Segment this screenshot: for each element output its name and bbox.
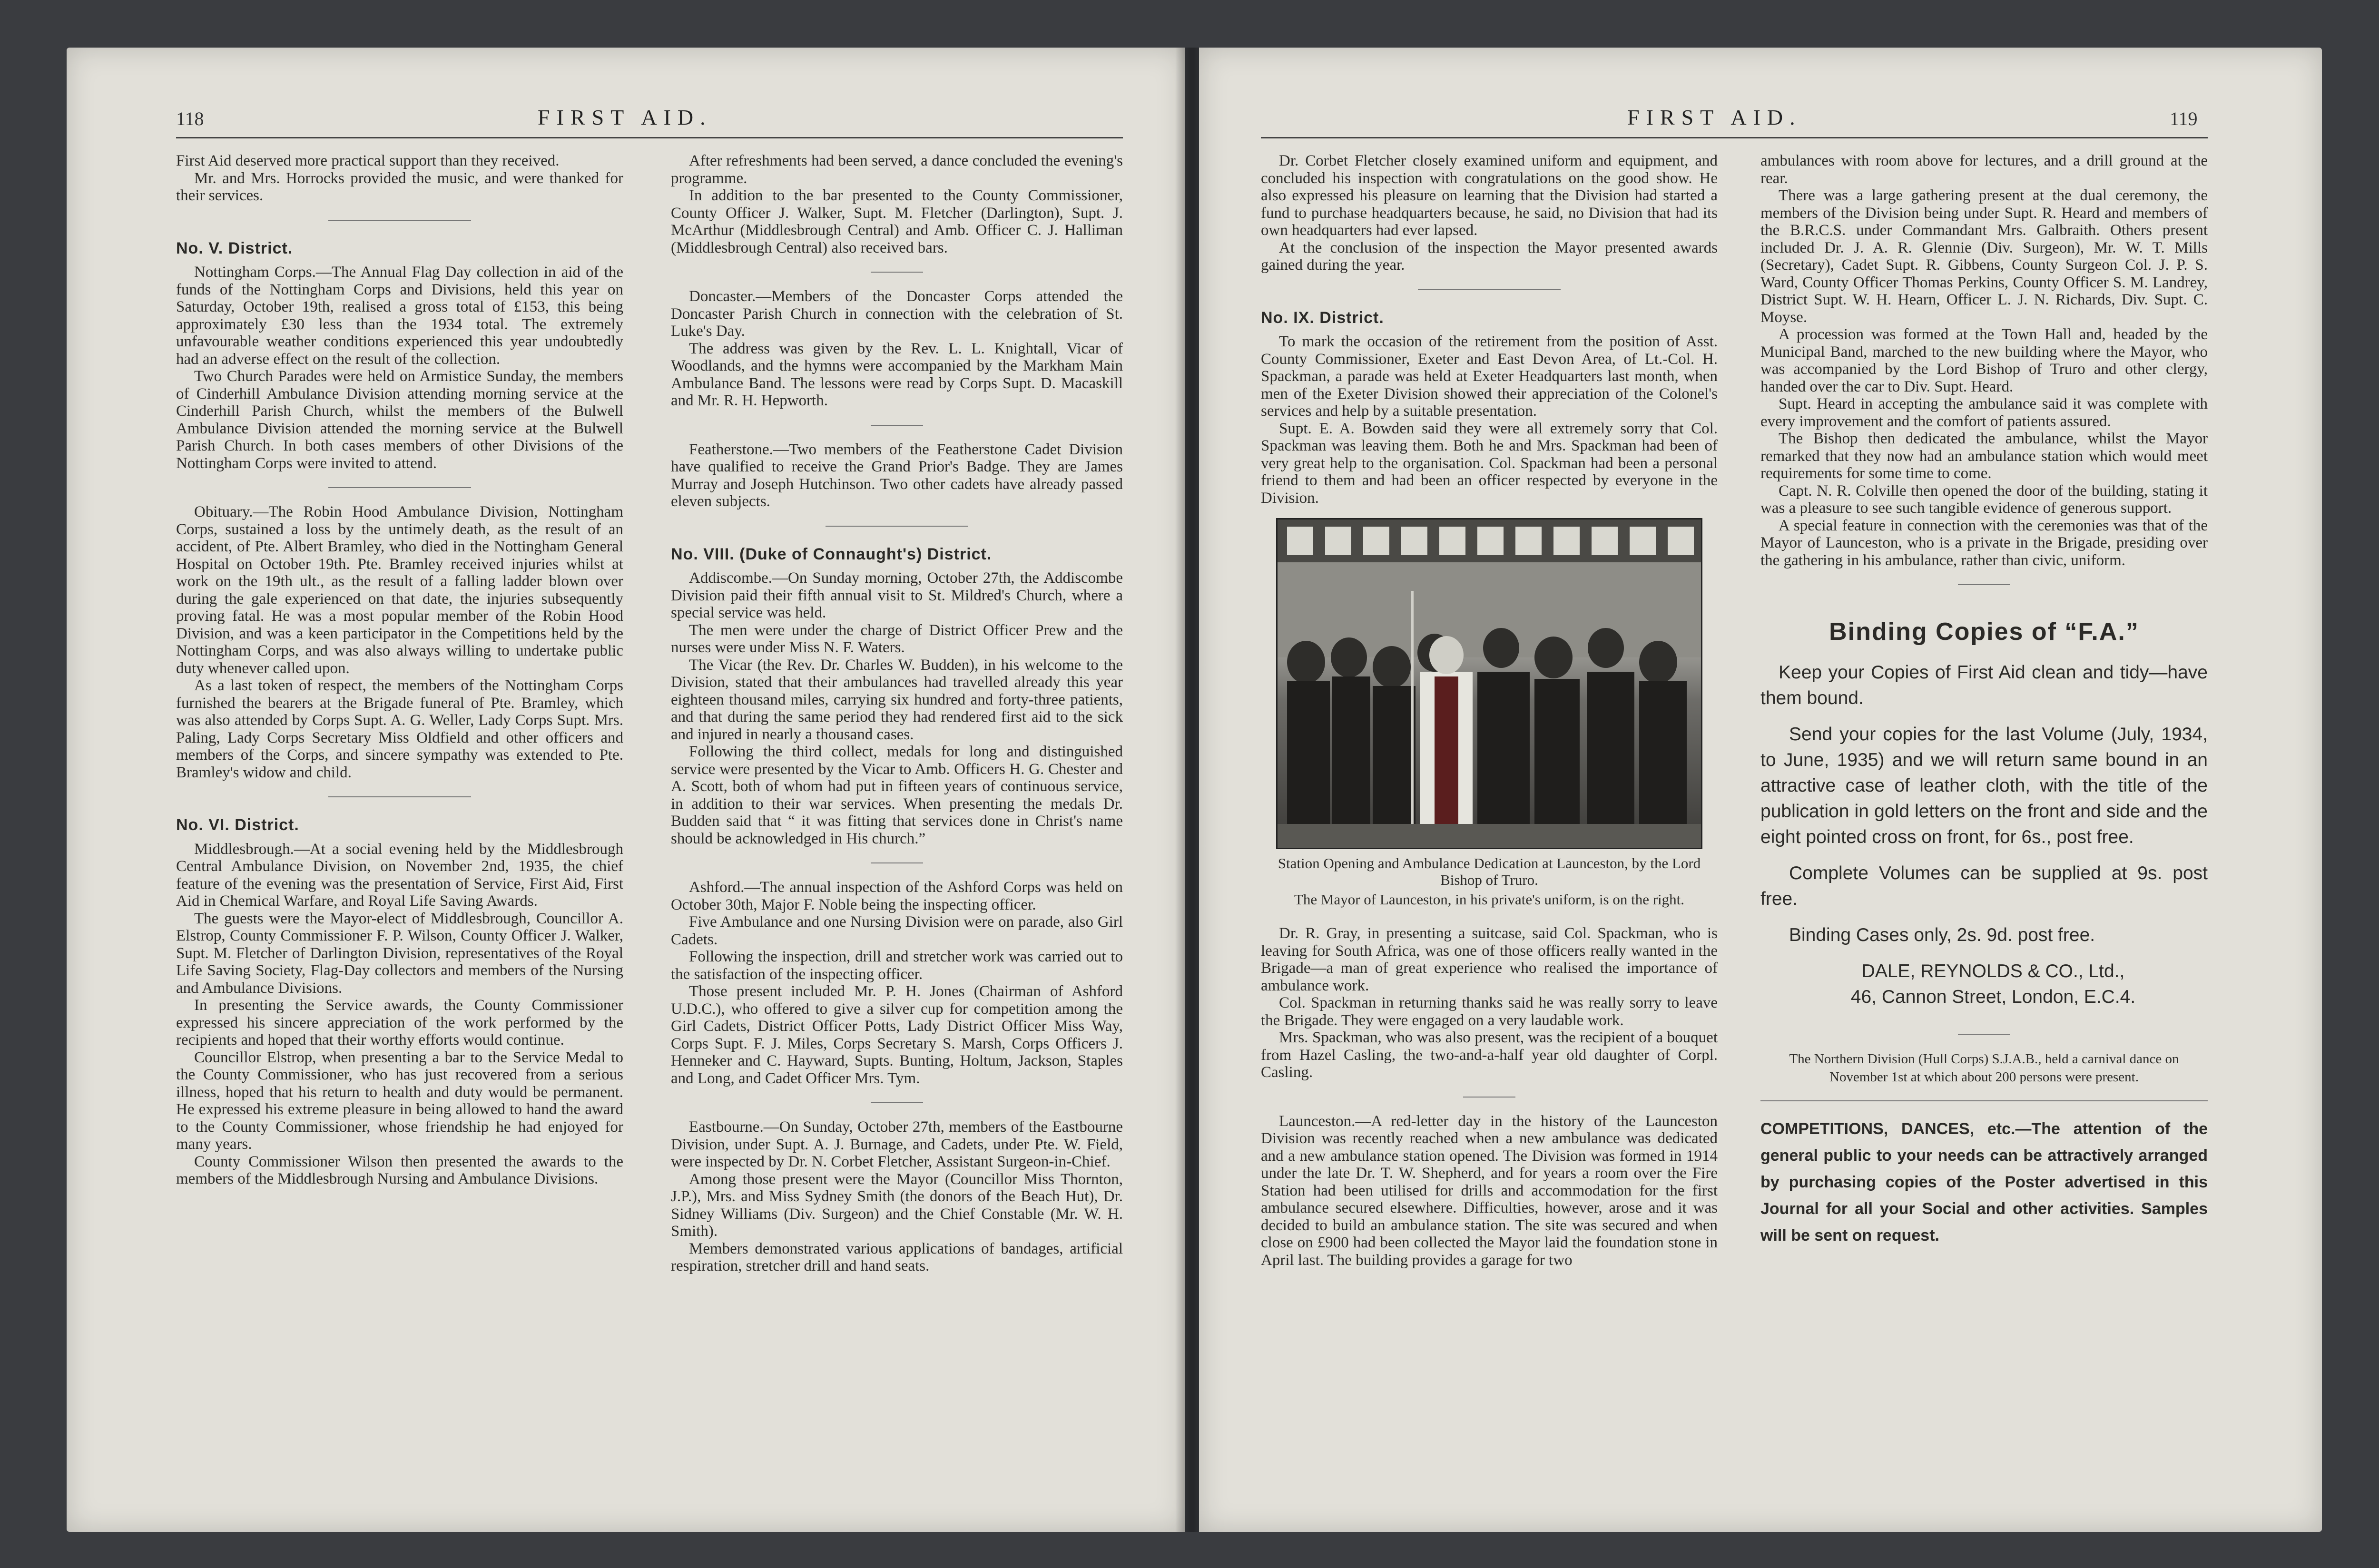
separator [871,1102,923,1103]
paragraph: First Aid deserved more practical support than they received. [176,152,560,169]
photo-caption-note: The Mayor of Launceston, in his private's uniform, is on the right. [1294,891,1685,908]
binding-ad-title: Binding Copies of “F.A.” [1829,618,2139,646]
ad-paragraph: Keep your Copies of First Aid clean and tidy—have them bound. [1760,662,2208,708]
separator [328,796,471,797]
separator [1463,1097,1515,1098]
ornament-separator [1958,1034,2010,1035]
separator [871,425,923,426]
paragraph: Mr. and Mrs. Horrocks provided the music, and were thanked for their services. [176,169,623,204]
section-heading: No. VIII. (Duke of Connaught's) District. [671,545,992,563]
paragraph: The Bishop then dedicated the ambulance, whilst the Mayor remarked that they now had an ambulance station which would meet requirements for some time to come. [1760,430,2208,482]
paragraph: Mrs. Spackman, who was also present, was the recipient of a bouquet from Hazel Casling, the two-and-a-half year old daughter of Corpl. Casling. [1261,1029,1718,1081]
paragraph: Ashford.—The annual inspection of the Ashford Corps was held on October 30th, Major F. Noble being the inspecting officer. [671,879,1123,913]
separator [1418,289,1561,290]
paragraph: Five Ambulance and one Nursing Division were on parade, also Girl Cadets. [671,913,1123,948]
photo-caption: Station Opening and Ambulance Dedication at Launceston, by the Lord Bishop of Truro. [1278,855,1701,888]
ornament-separator [1958,584,2010,585]
paragraph: As a last token of respect, the members of the Nottingham Corps furnished the bearers at the Brigade funeral of Pte. Bramley, which was also attended by Corps Supt. A. G. Weller, Lady Corps Supt. Mrs. Paling, Lady Corps Secretary Miss Oldfield and other officers and members of the Corps, and sincere sympathy was extended to Pte. Bramley's widow and child. [176,677,623,781]
paragraph: Addiscombe.—On Sunday morning, October 27th, the Addiscombe Division paid their fifth annual visit to St. Mildred's Church, where a special service was held. [671,569,1123,621]
paragraph: A special feature in connection with the ceremonies was that of the Mayor of Launceston, who is a private in the Brigade, presiding over the gathering in his ambulance, rather than civic, uniform. [1760,517,2208,569]
right-column-1 [1261,152,1718,1269]
competitions-ad: COMPETITIONS, DANCES, etc.—The attention of the general public to your needs can be attractively arranged by purchasing copies of the Poster advertised in this Journal for all your Social and other activities. Samples will be sent on request. [1760,1119,2208,1245]
photo-illustration [1278,519,1701,848]
paragraph: The guests were the Mayor-elect of Middlesbrough, Councillor A. Elstrop, County Commissioner F. P. Wilson, County Officer J. Walker, Supt. M. Fletcher of Darlington Division, representatives of the Royal Life Saving Society, Flag-Day collectors and members of the Nursing and Ambulance Divisions. [176,910,623,997]
running-head-left: FIRST AID. [538,105,712,129]
page-number-left: 118 [176,108,204,129]
paragraph: There was a large gathering present at the dual ceremony, the members of the Division being under Supt. R. Heard and members of the B.R.C.S. under Commandant Mrs. Galbraith. Others present included Dr. J. A. R. Glennie (Div. Surgeon), Mr. W. T. Mills (Secretary), Cadet Supt. R. Gibbens, County Surgeon Col. J. P. S. Ward, County Officer Thomas Perkins, County Officer S. M. Landrey, District Supt. W. H. Hearn, Officer L. J. N. Richards, Div. Supt. C. Moyse. [1760,187,2208,326]
header-rule-left [176,137,1123,138]
binding-ad [1760,660,2208,1010]
paragraph: Launceston.—A red-letter day in the history of the Launceston Division was recently reached when a new ambulance was dedicated and a new ambulance station opened. The Division was formed in 1914 under the late Dr. T. W. Shepherd, and for years a room over the Fire Station had been utilised for drills and accommodation for the first ambulance secured elsewhere. Difficulties, however, arose and it was decided to build an ambulance station. The site was secured and when close on £900 had been collected the Mayor laid the foundation stone in April last. The building provides a garage for two [1261,1112,1718,1269]
paragraph: Eastbourne.—On Sunday, October 27th, members of the Eastbourne Division, under Supt. A. J. Burnage, and Cadets, under Pte. W. Field, were inspected by Dr. N. Corbet Fletcher, Assistant Surgeon-in-Chief. [671,1118,1123,1170]
separator [871,272,923,273]
running-head-right: FIRST AID. [1627,105,1802,129]
paragraph: Councillor Elstrop, when presenting a bar to the Service Medal to the County Commissioner, who has just recovered from a serious illness, hoped that his return to health and duty would be permanent. He expressed his extreme pleasure in being allowed to hand the award to the County Commissioner, whose friendship he had enjoyed for many years. [176,1049,623,1153]
separator [871,862,923,863]
paragraph: Obituary.—The Robin Hood Ambulance Division, Nottingham Corps, sustained a loss by the untimely death, as the result of an accident, of Pte. Albert Bramley, who died in the Nottingham General Hospital on October 19th. Pte. Bramley received injuries whilst at work on the 19th ult., as the result of a falling ladder blown over during the gale experienced on that date, the injuries subsequently proving fatal. He was a most popular member of the Robin Hood Division, and was a keen participator in the Competitions held by the Nottingham Corps, and was also always willing to undertake public duty whenever called upon. [176,503,623,677]
paragraph: Capt. N. R. Colville then opened the door of the building, stating it was a pleasure to see such tangible evidence of generous support. [1760,482,2208,517]
right-page [1199,48,2322,1532]
paragraph: Following the third collect, medals for long and distinguished service were presented by the Vicar to Amb. Officers H. G. Chester and A. Scott, both of whom had put in fifteen years of continuous service, in addition to their war services. When presenting the medals Dr. Budden said that “ it was fitting that services done in Christ's name should be acknowledged in His church.” [671,743,1123,847]
paragraph: Supt. Heard in accepting the ambulance said it was complete with every improvement and the comfort of patients assured. [1760,395,2208,430]
separator [1760,1100,2208,1101]
separator [328,487,471,488]
ad-publisher-name: DALE, REYNOLDS & CO., Ltd., [1861,960,2125,981]
paragraph: The men were under the charge of District Officer Prew and the nurses were under Miss N. F. Waters. [671,621,1123,656]
right-column-2 [1760,152,2208,1249]
paragraph: Dr. R. Gray, in presenting a suitcase, said Col. Spackman, who is leaving for South Africa, was one of those officers really wanted in the Brigade—a man of great experience who realised the importance of ambulance work. [1261,925,1718,994]
section-heading: No. VI. District. [176,816,299,834]
hull-corps-note: The Northern Division (Hull Corps) S.J.A.B., held a carnival dance on November 1st at which about 200 persons were present. [1789,1051,2179,1085]
ad-paragraph: Send your copies for the last Volume (July, 1934, to June, 1935) and we will return same bound in an attractive case of leather cloth, with the title of the publication in gold letters on the front and side and the eight pointed cross on front, for 6s., post free. [1760,724,2208,847]
paragraph: At the conclusion of the inspection the Mayor presented awards gained during the year. [1261,239,1718,274]
paragraph: Supt. E. A. Bowden said they were all extremely sorry that Col. Spackman was leaving them. Both he and Mrs. Spackman had been of very great help to the organisation. Col. Spackman had been a personal friend to them and had been an officer respected by everyone in the Division. [1261,420,1718,507]
page-number-right: 119 [2170,108,2198,129]
paragraph: Nottingham Corps.—The Annual Flag Day collection in aid of the funds of the Nottingham Corps and Divisions, held this year on Saturday, October 19th, realised a gross total of £153, this being approximately £30 less than the 1934 total. The extremely unfavourable weather conditions experienced this year undoubtedly had an adverse effect on the result of the collection. [176,264,623,368]
paragraph: The Vicar (the Rev. Dr. Charles W. Budden), in his welcome to the Division, stated that their ambulances had travelled already this year eighteen thousand miles, carrying six hundred and forty-three patients, and that during the same period they had rendered first aid to the sick and injured in nearly a thousand cases. [671,656,1123,743]
left-page [67,48,1185,1532]
paragraph: Dr. Corbet Fletcher closely examined uniform and equipment, and concluded his inspection with congratulations on the good show. He also expressed his pleasure on learning that the Division had started a fund to purchase headquarters because, he said, no Division that had its own headquarters had ever lapsed. [1261,152,1718,239]
separator [826,526,968,527]
paragraph: The address was given by the Rev. L. L. Knightall, Vicar of Woodlands, and the hymns were accompanied by the Markham Main Ambulance Band. The lessons were read by Corps Supt. D. Macaskill and Mr. R. H. Hepworth. [671,340,1123,409]
paragraph: Middlesbrough.—At a social evening held by the Middlesbrough Central Ambulance Division, on November 2nd, 1935, the chief feature of the evening was the presentation of Service, First Aid, First Aid in Chemical Warfare, and Royal Life Saving Awards. [176,840,623,910]
paragraph: Following the inspection, drill and stretcher work was carried out to the satisfaction of the inspecting officer. [671,948,1123,983]
paragraph: A procession was formed at the Town Hall and, headed by the Municipal Band, marched to the new building where the Mayor, who was accompanied by the Lord Bishop of Truro and other clergy, handed over the car to Div. Supt. Heard. [1760,326,2208,395]
ad-publisher-address: 46, Cannon Street, London, E.C.4. [1850,986,2136,1007]
paragraph: Members demonstrated various applications of bandages, artificial respiration, stretcher drill and hand seats. [671,1240,1123,1274]
paragraph: Two Church Parades were held on Armistice Sunday, the members of Cinderhill Ambulance Division attending morning service at the Cinderhill Parish Church, whilst the members of the Bulwell Ambulance Division attended the morning service at the Bulwell Parish Church. In both cases members of other Divisions of the Nottingham Corps were invited to attend. [176,368,623,472]
paragraph: Doncaster.—Members of the Doncaster Corps attended the Doncaster Parish Church in connection with the celebration of St. Luke's Day. [671,288,1123,340]
left-column-2 [671,152,1123,1275]
separator [328,220,471,221]
paragraph: Those present included Mr. P. H. Jones (Chairman of Ashford U.D.C.), who offered to give a silver cup for competition among the Girl Cadets, District Officer Potts, Lady District Officer Miss Way, Corps Supt. F. J. Miles, Corps Secretary S. Marsh, Corps Officers J. Henneker and C. Hayward, Supts. Bunting, Holtum, Jackson, Staples and Long, and Cadet Officer Mrs. Tym. [671,983,1123,1087]
paragraph: In presenting the Service awards, the County Commissioner expressed his sincere appreciation of the work performed by the recipients and hoped that their worthy efforts would continue. [176,997,623,1049]
section-heading: No. V. District. [176,239,293,257]
ad-paragraph: Binding Cases only, 2s. 9d. post free. [1789,924,2095,945]
paragraph: In addition to the bar presented to the County Commissioner, County Officer J. Walker, Supt. M. Fletcher (Darlington), Supt. J. McArthur (Middlesbrough Central) and Amb. Officer C. J. Halliman (Middlesbrough Central) also received bars. [671,187,1123,256]
ad-paragraph: Complete Volumes can be supplied at 9s. post free. [1760,862,2208,909]
paragraph: ambulances with room above for lectures, and a drill ground at the rear. [1760,152,2208,187]
photograph-launceston-dedication [1276,518,1702,849]
section-heading: No. IX. District. [1261,308,1384,327]
paragraph: Col. Spackman in returning thanks said he was really sorry to leave the Brigade. They were engaged on a very laudable work. [1261,994,1718,1029]
paragraph: To mark the occasion of the retirement from the position of Asst. County Commissioner, Exeter and East Devon Area, of Lt.-Col. H. Spackman, a parade was held at Exeter Headquarters last month, when men of the Exeter Division showed their appreciation of the Colonel's services and help by a suitable presentation. [1261,333,1718,420]
paragraph: Featherstone.—Two members of the Featherstone Cadet Division have qualified to receive the Grand Prior's Badge. They are James Murray and Joseph Hutchinson. Two other cadets have already passed eleven subjects. [671,441,1123,510]
paragraph: Among those present were the Mayor (Councillor Miss Thornton, J.P.), Mrs. and Miss Sydney Smith (the donors of the Beach Hut), Dr. Sidney Williams (Div. Surgeon) and the Chief Constable (Mr. W. H. Smith). [671,1170,1123,1240]
paragraph: After refreshments had been served, a dance concluded the evening's programme. [671,152,1123,187]
paragraph: County Commissioner Wilson then presented the awards to the members of the Middlesbrough Nursing and Ambulance Divisions. [176,1153,623,1187]
left-column-1 [176,152,623,1188]
header-rule-right [1261,137,2208,138]
